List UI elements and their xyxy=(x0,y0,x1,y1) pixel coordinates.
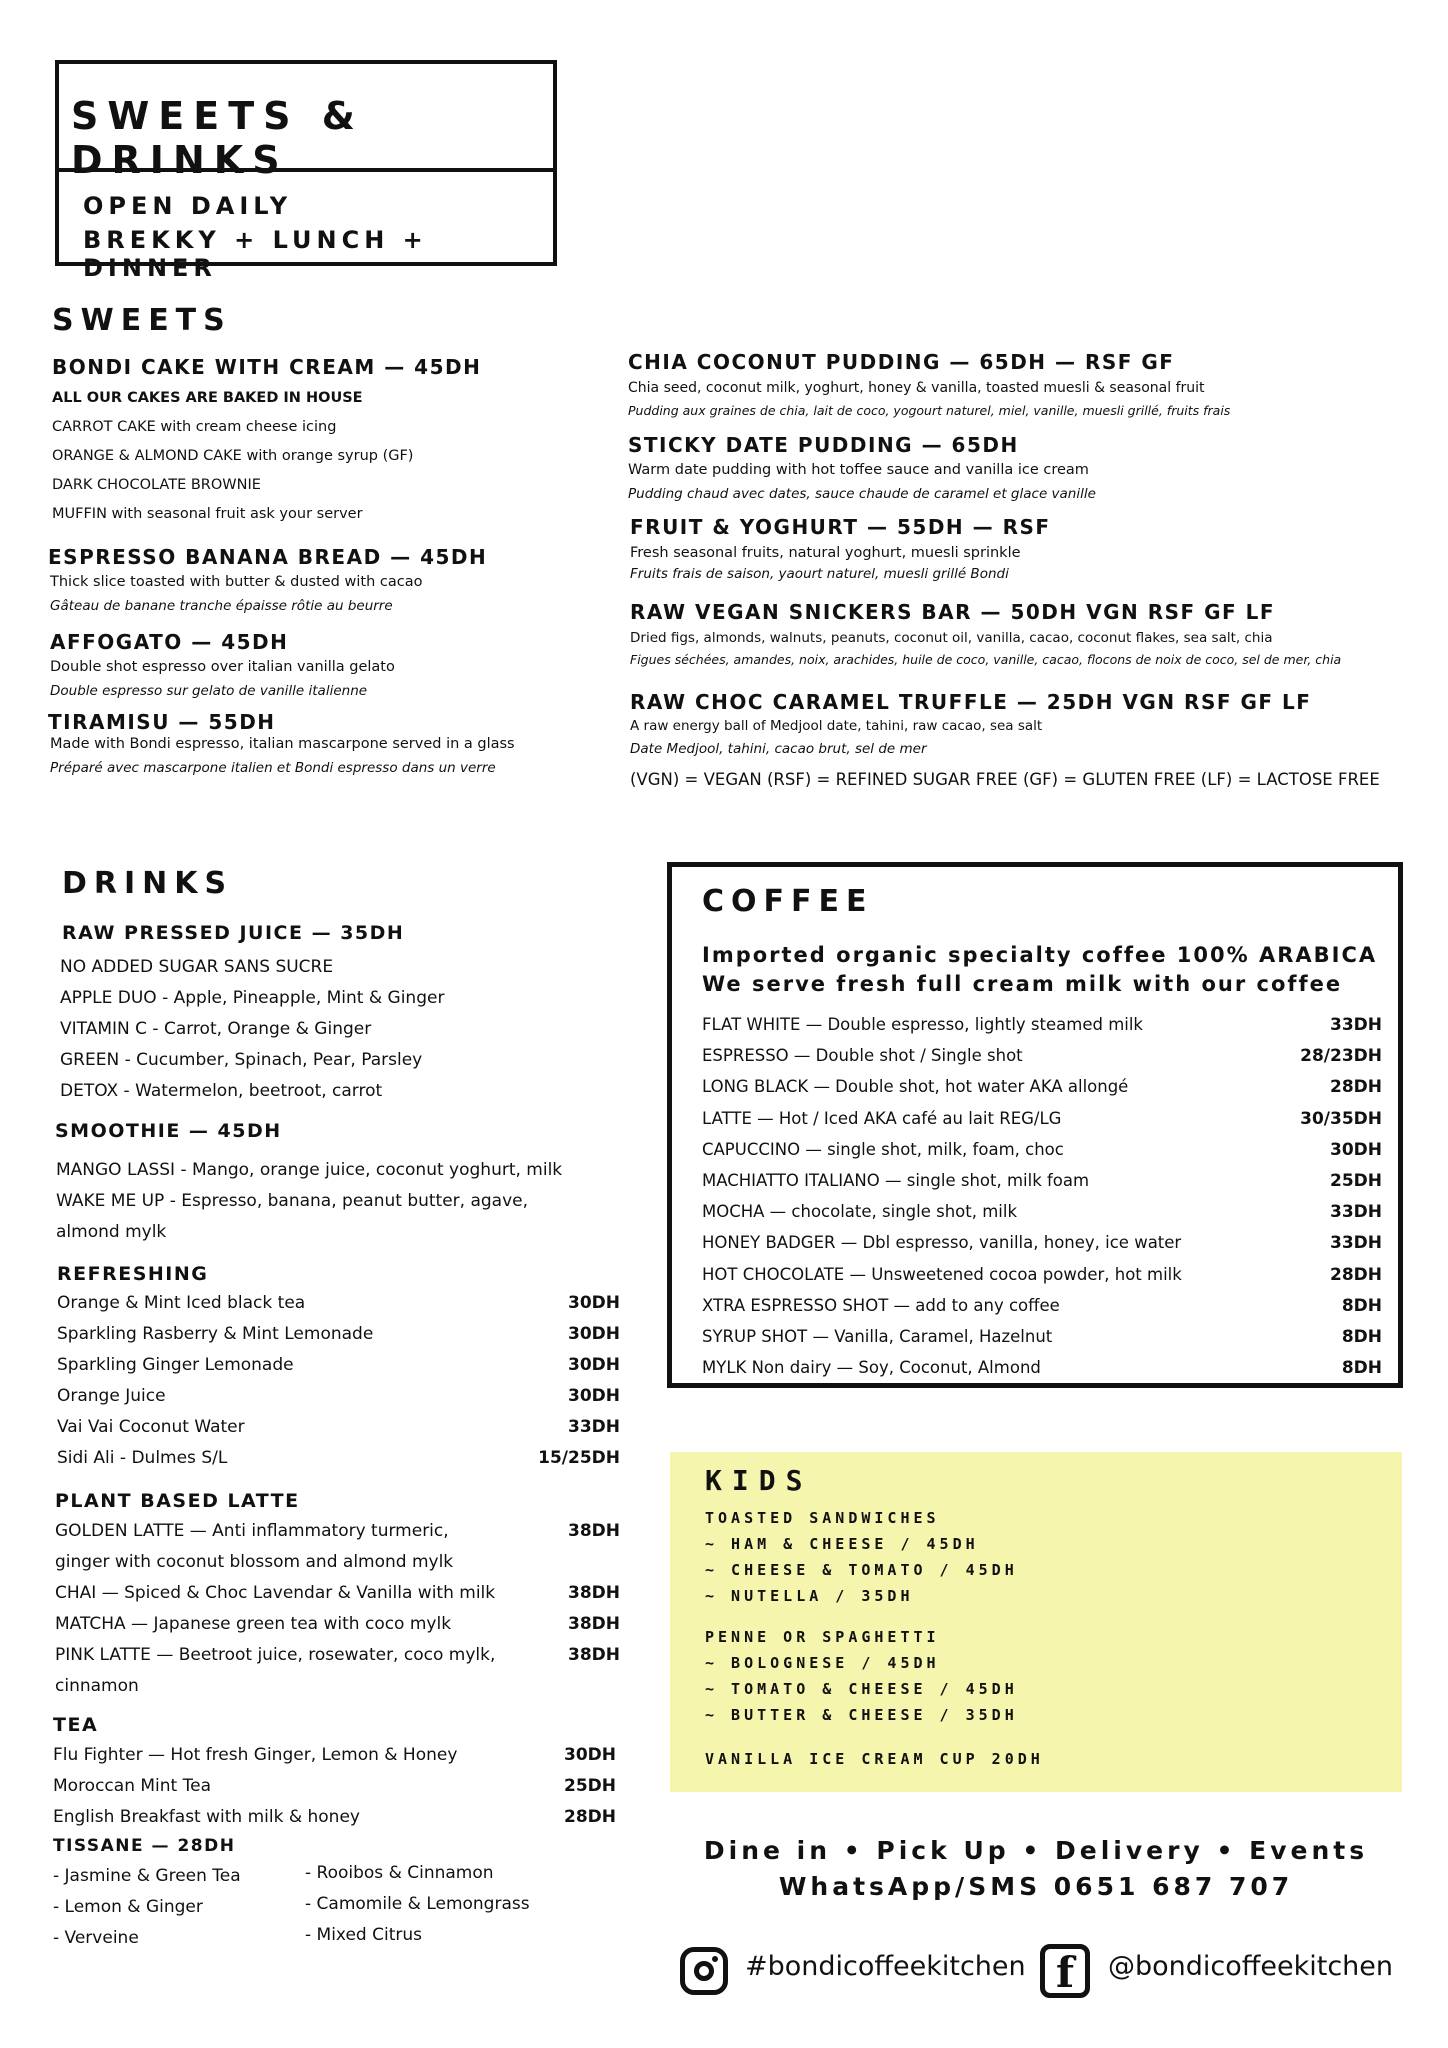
plant-latte-price: 38DH xyxy=(568,1521,620,1541)
coffee-price: 28DH xyxy=(1330,1077,1382,1098)
tissane-item: - Jasmine & Green Tea xyxy=(53,1866,241,1886)
snickers-desc: Dried figs, almonds, walnuts, peanuts, coconut oil, vanilla, cacao, coconut flakes, sea salt, chia xyxy=(630,630,1273,646)
cake-title: BONDI CAKE WITH CREAM — 45DH xyxy=(52,355,482,379)
plant-latte-item: CHAI — Spiced & Choc Lavendar & Vanilla with milk xyxy=(55,1583,496,1603)
tissane-title: TISSANE — 28DH xyxy=(53,1836,236,1856)
plant-latte-item: ginger with coconut blossom and almond mylk xyxy=(55,1552,454,1572)
tea-title: TEA xyxy=(53,1714,99,1736)
juice-line: NO ADDED SUGAR SANS SUCRE xyxy=(60,957,334,977)
tea-item: English Breakfast with milk & honey xyxy=(53,1807,360,1827)
snickers-title: RAW VEGAN SNICKERS BAR — 50DH VGN RSF GF LF xyxy=(630,600,1276,624)
fruit-yoghurt-desc: Fresh seasonal fruits, natural yoghurt, muesli sprinkle xyxy=(630,545,1021,561)
kids-item: ~ BOLOGNESE / 45DH xyxy=(705,1654,940,1672)
banana-bread-title: ESPRESSO BANANA BREAD — 45DH xyxy=(48,545,488,569)
coffee-price: 8DH xyxy=(1341,1295,1382,1316)
refreshing-item: Sparkling Ginger Lemonade xyxy=(57,1355,294,1375)
coffee-item: CAPUCCINO — single shot, milk, foam, choc xyxy=(702,1139,1064,1159)
plant-latte-item: GOLDEN LATTE — Anti inflammatory turmeric, xyxy=(55,1521,449,1541)
smoothie-title: SMOOTHIE — 45DH xyxy=(55,1120,282,1142)
refreshing-price: 30DH xyxy=(568,1355,620,1375)
coffee-price: 8DH xyxy=(1341,1327,1382,1347)
tea-price: 30DH xyxy=(564,1745,616,1765)
coffee-item: HONEY BADGER — Dbl espresso, vanilla, honey, ice water xyxy=(702,1233,1182,1253)
plant-latte-item: cinnamon xyxy=(55,1676,139,1696)
dietary-legend: (VGN) = VEGAN (RSF) = REFINED SUGAR FREE (GF) = GLUTEN FREE (LF) = LACTOSE FREE xyxy=(630,770,1380,789)
juice-line: APPLE DUO - Apple, Pineapple, Mint & Ginger xyxy=(60,988,445,1008)
drinks-heading: DRINKS xyxy=(62,866,234,901)
plant-latte-item: MATCHA — Japanese green tea with coco mylk xyxy=(55,1614,452,1634)
smoothie-line: WAKE ME UP - Espresso, banana, peanut butter, agave, xyxy=(56,1191,529,1211)
facebook-icon: f xyxy=(1040,1944,1090,1998)
tea-item: Moroccan Mint Tea xyxy=(53,1776,211,1796)
kids-item: ~ HAM & CHEESE / 45DH xyxy=(705,1535,979,1553)
kids-item: ~ BUTTER & CHEESE / 35DH xyxy=(705,1706,1018,1724)
sticky-desc: Warm date pudding with hot toffee sauce and vanilla ice cream xyxy=(628,462,1089,478)
juice-line: DETOX - Watermelon, beetroot, carrot xyxy=(60,1081,383,1101)
refreshing-price: 33DH xyxy=(568,1417,620,1437)
cake-line: ALL OUR CAKES ARE BAKED IN HOUSE xyxy=(52,390,363,406)
opening-days: OPEN DAILY xyxy=(83,192,293,220)
refreshing-item: Vai Vai Coconut Water xyxy=(57,1417,245,1437)
tea-item: Flu Fighter — Hot fresh Ginger, Lemon & Honey xyxy=(53,1745,458,1765)
opening-meals: BREKKY + LUNCH + DINNER xyxy=(83,226,428,282)
kids-pasta-title: PENNE OR SPAGHETTI xyxy=(705,1628,940,1646)
coffee-item: MOCHA — chocolate, single shot, milk xyxy=(702,1202,1018,1222)
coffee-item: FLAT WHITE — Double espresso, lightly steamed milk xyxy=(702,1015,1143,1034)
coffee-item: ESPRESSO — Double shot / Single shot xyxy=(702,1046,1023,1066)
smoothie-line: MANGO LASSI - Mango, orange juice, coconut yoghurt, milk xyxy=(56,1160,563,1180)
page-title: SWEETS & DRINKS xyxy=(71,94,364,182)
coffee-item: XTRA ESPRESSO SHOT — add to any coffee xyxy=(702,1295,1060,1315)
coffee-price: 30DH xyxy=(1330,1139,1382,1160)
services-line: Dine in • Pick Up • Delivery • Events xyxy=(703,1836,1369,1865)
sticky-fr: Pudding chaud avec dates, sauce chaude de caramel et glace vanille xyxy=(628,486,1096,502)
snickers-fr: Figues séchées, amandes, noix, arachides, huile de coco, vanille, cacao, flocons de noix de coco, sel de mer, chia xyxy=(630,652,1342,667)
cake-line: CARROT CAKE with cream cheese icing xyxy=(52,419,337,435)
smoothie-line: almond mylk xyxy=(56,1222,167,1242)
refreshing-price: 30DH xyxy=(568,1324,620,1344)
coffee-intro: We serve fresh full cream milk with our coffee xyxy=(702,972,1343,996)
affogato-fr: Double espresso sur gelato de vanille italienne xyxy=(50,683,368,699)
plant-latte-title: PLANT BASED LATTE xyxy=(55,1490,300,1512)
refreshing-item: Orange Juice xyxy=(57,1386,166,1406)
refreshing-item: Orange & Mint Iced black tea xyxy=(57,1293,306,1313)
truffle-fr: Date Medjool, tahini, cacao brut, sel de mer xyxy=(630,741,927,757)
coffee-price: 33DH xyxy=(1330,1233,1382,1254)
tissane-item: - Verveine xyxy=(53,1928,139,1948)
coffee-price: 33DH xyxy=(1330,1202,1382,1223)
cake-line: MUFFIN with seasonal fruit ask your server xyxy=(52,506,363,522)
juice-line: GREEN - Cucumber, Spinach, Pear, Parsley xyxy=(60,1050,423,1070)
coffee-heading: COFFEE xyxy=(702,884,874,919)
cake-line: ORANGE & ALMOND CAKE with orange syrup (GF) xyxy=(52,448,414,464)
refreshing-price: 30DH xyxy=(568,1386,620,1406)
chia-fr: Pudding aux graines de chia, lait de coco, yogourt naturel, miel, vanille, muesli grillé, fruits frais xyxy=(628,403,1231,418)
tiramisu-desc: Made with Bondi espresso, italian mascarpone served in a glass xyxy=(50,736,515,752)
instagram-handle[interactable]: #bondicoffeekitchen xyxy=(745,1951,1026,1982)
tissane-item: - Camomile & Lemongrass xyxy=(305,1894,530,1914)
coffee-item: HOT CHOCOLATE — Unsweetened cocoa powder, hot milk xyxy=(702,1264,1182,1284)
chia-desc: Chia seed, coconut milk, yoghurt, honey & vanilla, toasted muesli & seasonal fruit xyxy=(628,380,1205,396)
coffee-price: 30/35DH xyxy=(1300,1108,1382,1129)
chia-title: CHIA COCONUT PUDDING — 65DH — RSF GF xyxy=(628,350,1175,374)
fruit-yoghurt-fr: Fruits frais de saison, yaourt naturel, muesli grillé Bondi xyxy=(630,566,1009,582)
coffee-item: SYRUP SHOT — Vanilla, Caramel, Hazelnut xyxy=(702,1327,1053,1346)
coffee-box xyxy=(667,862,1403,1388)
tiramisu-title: TIRAMISU — 55DH xyxy=(48,710,276,734)
refreshing-item: Sparkling Rasberry & Mint Lemonade xyxy=(57,1324,374,1344)
kids-item: ~ TOMATO & CHEESE / 45DH xyxy=(705,1680,1018,1698)
coffee-price: 25DH xyxy=(1330,1171,1382,1191)
tissane-item: - Mixed Citrus xyxy=(305,1925,422,1945)
affogato-title: AFFOGATO — 45DH xyxy=(50,630,289,654)
coffee-item: MYLK Non dairy — Soy, Coconut, Almond xyxy=(702,1358,1041,1378)
tea-price: 28DH xyxy=(564,1807,616,1827)
coffee-price: 28DH xyxy=(1330,1264,1382,1285)
plant-latte-price: 38DH xyxy=(568,1583,620,1603)
kids-icecream: VANILLA ICE CREAM CUP 20DH xyxy=(705,1750,1044,1768)
tiramisu-fr: Préparé avec mascarpone italien et Bondi espresso dans un verre xyxy=(50,760,496,776)
plant-latte-price: 38DH xyxy=(568,1645,620,1665)
kids-item: ~ NUTELLA / 35DH xyxy=(705,1587,914,1605)
coffee-item: MACHIATTO ITALIANO — single shot, milk foam xyxy=(702,1171,1090,1190)
refreshing-item: Sidi Ali - Dulmes S/L xyxy=(57,1448,228,1468)
header-box xyxy=(55,60,557,282)
plant-latte-price: 38DH xyxy=(568,1614,620,1634)
coffee-item: LONG BLACK — Double shot, hot water AKA allongé xyxy=(702,1077,1129,1097)
instagram-icon xyxy=(680,1947,728,1995)
refreshing-title: REFRESHING xyxy=(57,1263,209,1285)
truffle-title: RAW CHOC CARAMEL TRUFFLE — 25DH VGN RSF GF LF xyxy=(630,690,1312,714)
coffee-price: 28/23DH xyxy=(1300,1046,1382,1067)
kids-heading: KIDS xyxy=(705,1464,813,1497)
coffee-price: 8DH xyxy=(1341,1358,1382,1379)
coffee-intro: Imported organic specialty coffee 100% ARABICA xyxy=(702,943,1378,967)
tissane-item: - Lemon & Ginger xyxy=(53,1897,203,1917)
refreshing-price: 15/25DH xyxy=(538,1448,620,1468)
refreshing-price: 30DH xyxy=(568,1293,620,1313)
facebook-handle[interactable]: @bondicoffeekitchen xyxy=(1108,1951,1394,1982)
kids-item: ~ CHEESE & TOMATO / 45DH xyxy=(705,1561,1018,1579)
sweets-heading: SWEETS xyxy=(52,303,232,338)
affogato-desc: Double shot espresso over italian vanilla gelato xyxy=(50,659,395,675)
kids-sandwiches-title: TOASTED SANDWICHES xyxy=(705,1509,940,1527)
fruit-yoghurt-title: FRUIT & YOGHURT — 55DH — RSF xyxy=(630,515,1051,539)
banana-bread-fr: Gâteau de banane tranche épaisse rôtie au beurre xyxy=(50,598,393,614)
kids-box xyxy=(670,1452,1402,1792)
plant-latte-item: PINK LATTE — Beetroot juice, rosewater, coco mylk, xyxy=(55,1645,496,1665)
sticky-title: STICKY DATE PUDDING — 65DH xyxy=(628,433,1019,457)
header-divider xyxy=(59,168,553,172)
banana-bread-desc: Thick slice toasted with butter & dusted with cacao xyxy=(50,574,423,590)
juice-line: VITAMIN C - Carrot, Orange & Ginger xyxy=(60,1019,372,1039)
coffee-price: 33DH xyxy=(1330,1015,1382,1035)
contact-line: WhatsApp/SMS 0651 687 707 xyxy=(778,1872,1294,1901)
coffee-item: LATTE — Hot / Iced AKA café au lait REG/LG xyxy=(702,1108,1062,1128)
juice-title: RAW PRESSED JUICE — 35DH xyxy=(62,922,405,944)
tissane-item: - Rooibos & Cinnamon xyxy=(305,1863,494,1883)
truffle-desc: A raw energy ball of Medjool date, tahini, raw cacao, sea salt xyxy=(630,718,1043,734)
tea-price: 25DH xyxy=(564,1776,616,1796)
cake-line: DARK CHOCOLATE BROWNIE xyxy=(52,477,261,493)
